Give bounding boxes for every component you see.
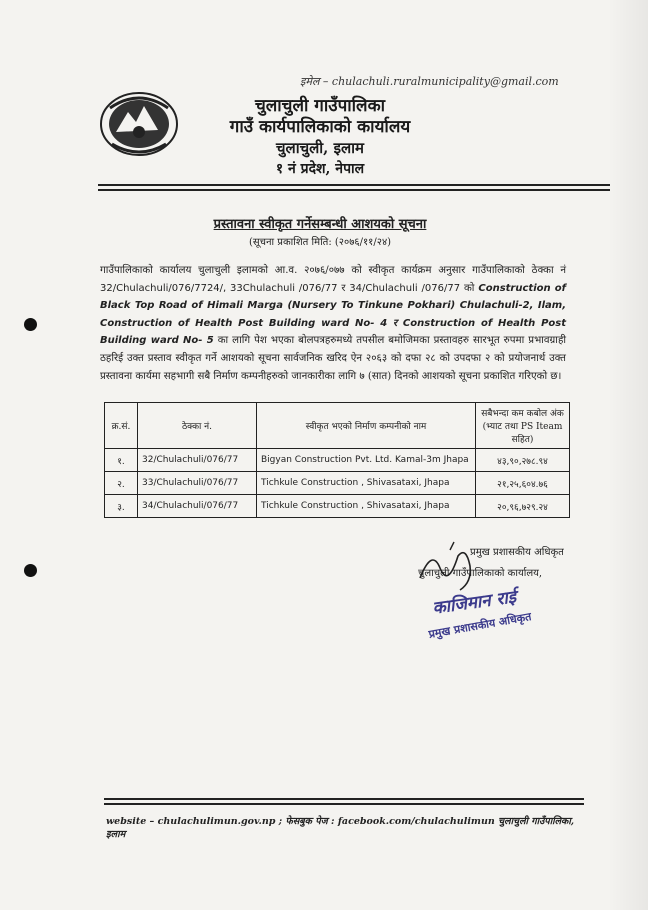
province-line: १ नं प्रदेश, नेपाल: [275, 161, 365, 177]
row-company: Bigyan Construction Pvt. Ltd. Kamal-3m Jhapa: [257, 449, 476, 472]
table-row: [105, 449, 570, 472]
notice-title: प्रस्तावना स्वीकृत गर्नेसम्बन्धी आशयको सूचना: [213, 217, 427, 232]
header-serial: क्र.सं.: [105, 403, 138, 449]
row-contract-no: 33/Chulachuli/076/77: [138, 472, 257, 495]
notice-body: [100, 262, 566, 385]
municipality-name: चुलाचुली गाउँपालिका: [254, 96, 386, 116]
row-company: Tichkule Construction , Shivasataxi, Jhapa: [257, 495, 476, 518]
footer-rule-bottom: [104, 803, 584, 805]
construction-works: Construction of Black Top Road of Himali Marga (Nursery To Tinkune Pokhari) Chulachuli-2, Ilam, Construction of Health Post Building ward No- 4 र Construction of Health Post Building ward No- 5: [100, 282, 566, 347]
government-emblem: [98, 88, 180, 158]
row-amount: ४३,९०,२७८.९४: [476, 449, 570, 472]
stamp-title: प्रमुख प्रशासकीय अधिकृत: [427, 610, 533, 641]
row-serial: ३.: [105, 495, 138, 518]
row-contract-no: 34/Chulachuli/076/77: [138, 495, 257, 518]
notice-text-main: का लागि पेश भएका बोलपत्रहरुमध्ये तपसील बमोजिमका प्रस्तावहरु सारभूत रुपमा प्रभावग्राही ठहरिई उक्त प्रस्ताव स्वीकृत गर्ने आशयको सूचना सार्वजनिक खरिद ऐन २०६३ को दफा २८ को उपदफा २ को प्रयोजनार्थ उक्त प्रस्तावना कार्यमा सहभागी सबै निर्माण कम्पनीहरुको जानकारीका लागि ७ (सात) दिनको आशयको सूचना प्रकाशित गरिएको छ।: [100, 335, 566, 382]
header-lowest-bid: सबैभन्दा कम कबोल अंक (भ्याट तथा PS Iteam सहित): [476, 403, 570, 449]
contract-references: 32/Chulachuli/076/7724/, 33Chulachuli /076/77 र 34/Chulachuli /076/77: [100, 282, 461, 294]
signatory-office: चुलाचुली गाउँपालिकाको कार्यालय,: [418, 568, 543, 579]
row-amount: २०,९६,७२९.२४: [476, 495, 570, 518]
punch-hole: [24, 318, 37, 331]
office-location: चुलाचुली, इलाम: [276, 139, 364, 157]
row-amount: २१,२५,६०४.७६: [476, 472, 570, 495]
paper-shade: [608, 0, 648, 910]
footer-contact: website – chulachulimun.gov.np ; फेसबुक पेज : facebook.com/chulachulimun चुलाचुली गाउँपालिका, इलाम: [106, 816, 575, 840]
row-serial: २.: [105, 472, 138, 495]
punch-hole: [24, 564, 37, 577]
notice-text-ko: को: [463, 282, 475, 294]
row-company: Tichkule Construction , Shivasataxi, Jhapa: [257, 472, 476, 495]
letterhead: [180, 96, 460, 180]
header-rule-bottom: [98, 189, 610, 191]
accepted-bids-table: [104, 402, 570, 518]
header-rule-top: [98, 184, 610, 186]
header-contract-no: ठेक्का नं.: [138, 403, 257, 449]
row-contract-no: 32/Chulachuli/076/77: [138, 449, 257, 472]
row-serial: १.: [105, 449, 138, 472]
notice-published-date: (सूचना प्रकाशित मिति: (२०७६/११/२४): [248, 237, 392, 248]
header-company: स्वीकृत भएको निर्माण कम्पनीको नाम: [257, 403, 476, 449]
signatory-title: प्रमुख प्रशासकीय अधिकृत: [470, 547, 564, 558]
email-line: इमेल – chulachuli.ruralmunicipality@gmail.com: [300, 75, 559, 88]
table-row: [105, 495, 570, 518]
footer-rule-top: [104, 798, 584, 800]
office-name: गाउँ कार्यपालिकाको कार्यालय: [229, 117, 411, 137]
notice-text-intro: गाउँपालिकाको कार्यालय चुलाचुली इलामको आ.व. २०७६/०७७ को स्वीकृत कार्यक्रम अनुसार गाउँपालिकाको ठेक्का नं: [100, 265, 566, 276]
table-row: [105, 472, 570, 495]
stamp-name: काजिमान राई: [431, 587, 518, 619]
table-header-row: [105, 403, 570, 449]
